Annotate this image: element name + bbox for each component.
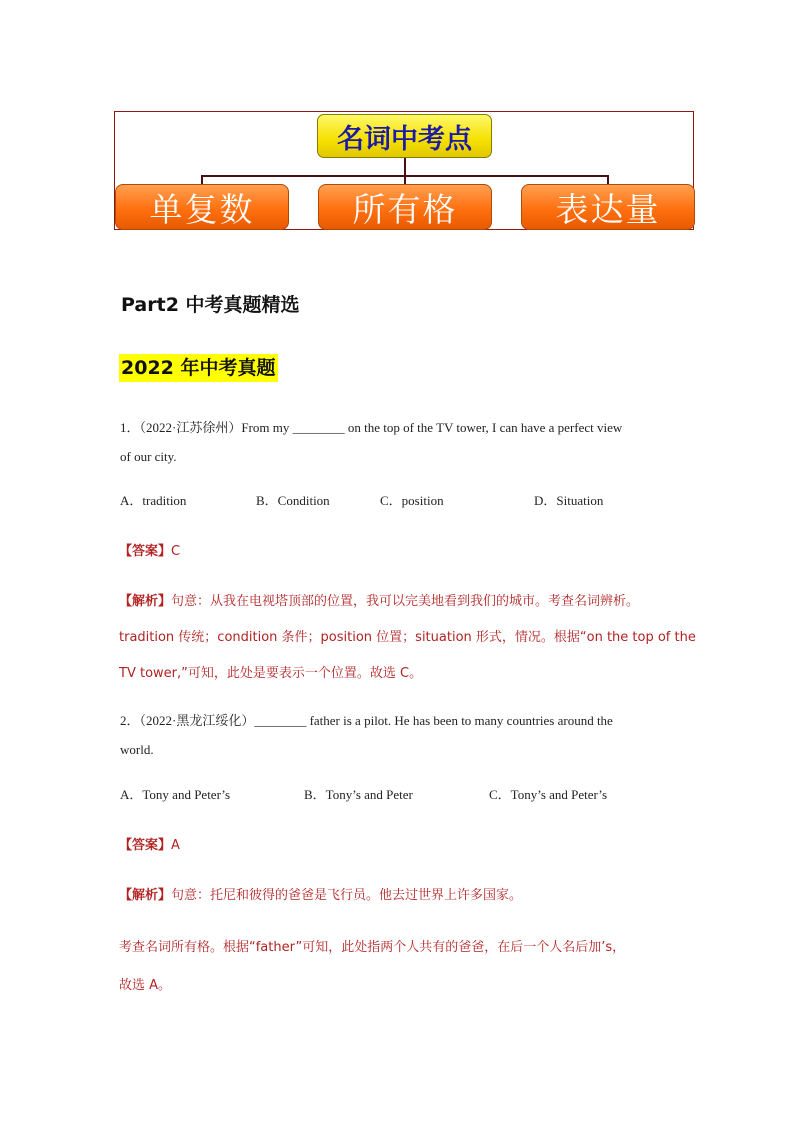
q2-analysis-line3: 故选 A。 bbox=[119, 978, 172, 993]
q1-option-d: D．Situation bbox=[534, 493, 604, 508]
analysis-text: 句意：从我在电视塔顶部的位置，我可以完美地看到我们的城市。考查名词辨析。 bbox=[171, 594, 640, 609]
analysis-text: 句意：托尼和彼得的爸爸是飞行员。他去过世界上许多国家。 bbox=[171, 888, 523, 903]
answer-value: A bbox=[171, 838, 180, 853]
analysis-tag: 【解析】 bbox=[119, 594, 172, 609]
q2-option-b: B．Tony’s and Peter bbox=[304, 787, 413, 802]
q2-stem-line2: world. bbox=[120, 742, 154, 757]
q1-analysis-line2: tradition 传统；condition 条件；position 位置；situation 形式，情况。根据“on the top of the bbox=[119, 630, 696, 645]
q2-option-c: C．Tony’s and Peter’s bbox=[489, 787, 608, 802]
q1-stem-line2: of our city. bbox=[120, 449, 177, 464]
diagram-connector bbox=[404, 158, 406, 176]
part-title: Part2 中考真题精选 bbox=[121, 294, 300, 316]
q1-answer bbox=[119, 540, 180, 559]
q2-analysis-line2: 考查名词所有格。根据“father”可知，此处指两个人共有的爸爸，在后一个人名后加’s， bbox=[119, 940, 626, 955]
diagram-node-quantity: 表达量 bbox=[521, 184, 695, 230]
q1-option-b: B．Condition bbox=[256, 493, 330, 508]
year-title: 2022 年中考真题 bbox=[119, 354, 278, 382]
q2-analysis-line1 bbox=[119, 884, 522, 903]
q2-stem-line1: 2．（2022·黑龙江绥化）________ father is a pilot. He has been to many countries around the bbox=[120, 713, 613, 728]
diagram-node-singular-plural: 单复数 bbox=[115, 184, 289, 230]
analysis-tag: 【解析】 bbox=[119, 888, 172, 903]
q1-analysis-line3: TV tower,”可知，此处是要表示一个位置。故选 C。 bbox=[119, 666, 423, 681]
diagram-root-node: 名词中考点 bbox=[317, 114, 492, 158]
q1-stem-line1: 1．（2022·江苏徐州）From my ________ on the top of the TV tower, I can have a perfect view bbox=[120, 420, 623, 435]
q1-option-a: A．tradition bbox=[120, 493, 187, 508]
q1-option-c: C．position bbox=[380, 493, 444, 508]
q2-answer bbox=[119, 834, 180, 853]
diagram-node-possessive: 所有格 bbox=[318, 184, 492, 230]
answer-value: C bbox=[171, 544, 181, 559]
answer-tag: 【答案】 bbox=[119, 544, 172, 559]
answer-tag: 【答案】 bbox=[119, 838, 172, 853]
q1-analysis-line1 bbox=[119, 590, 639, 609]
q2-option-a: A．Tony and Peter’s bbox=[120, 787, 231, 802]
